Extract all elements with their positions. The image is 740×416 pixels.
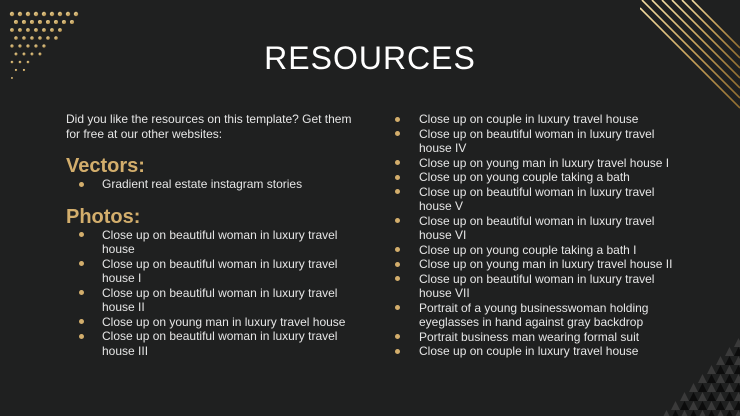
list-item: Close up on beautiful woman in luxury travel house II <box>66 286 366 315</box>
right-list <box>393 112 683 359</box>
photos-heading: Photos: <box>66 205 141 228</box>
intro-text: Did you like the resources on this template? Get them for free at our other websites: <box>66 112 352 141</box>
list-item: Close up on young couple taking a bath <box>393 170 683 185</box>
list-item: Close up on beautiful woman in luxury travel house <box>66 228 366 257</box>
photos-list <box>66 228 366 359</box>
list-item: Close up on young couple taking a bath I <box>393 243 683 258</box>
list-item: Close up on beautiful woman in luxury travel house I <box>66 257 366 286</box>
list-item: Close up on beautiful woman in luxury travel house V <box>393 185 683 214</box>
list-item: Close up on young man in luxury travel house I <box>393 156 683 171</box>
list-item: Close up on couple in luxury travel house <box>393 344 683 359</box>
list-item: Close up on beautiful woman in luxury travel house VI <box>393 214 683 243</box>
list-item: Close up on beautiful woman in luxury travel house IV <box>393 127 683 156</box>
vectors-heading: Vectors: <box>66 155 145 177</box>
list-item: Gradient real estate instagram stories <box>66 177 366 192</box>
vectors-list <box>66 177 366 192</box>
list-item: Close up on couple in luxury travel house <box>393 112 683 127</box>
list-item: Portrait of a young businesswoman holding eyeglasses in hand against gray backdrop <box>393 301 683 330</box>
left-column <box>66 112 366 358</box>
list-item: Close up on young man in luxury travel house II <box>393 257 683 272</box>
list-item: Portrait business man wearing formal suit <box>393 330 683 345</box>
page-title: RESOURCES <box>264 40 476 76</box>
list-item: Close up on beautiful woman in luxury travel house III <box>66 329 366 358</box>
right-column <box>393 112 683 359</box>
list-item: Close up on young man in luxury travel house <box>66 315 366 330</box>
list-item: Close up on beautiful woman in luxury travel house VII <box>393 272 683 301</box>
